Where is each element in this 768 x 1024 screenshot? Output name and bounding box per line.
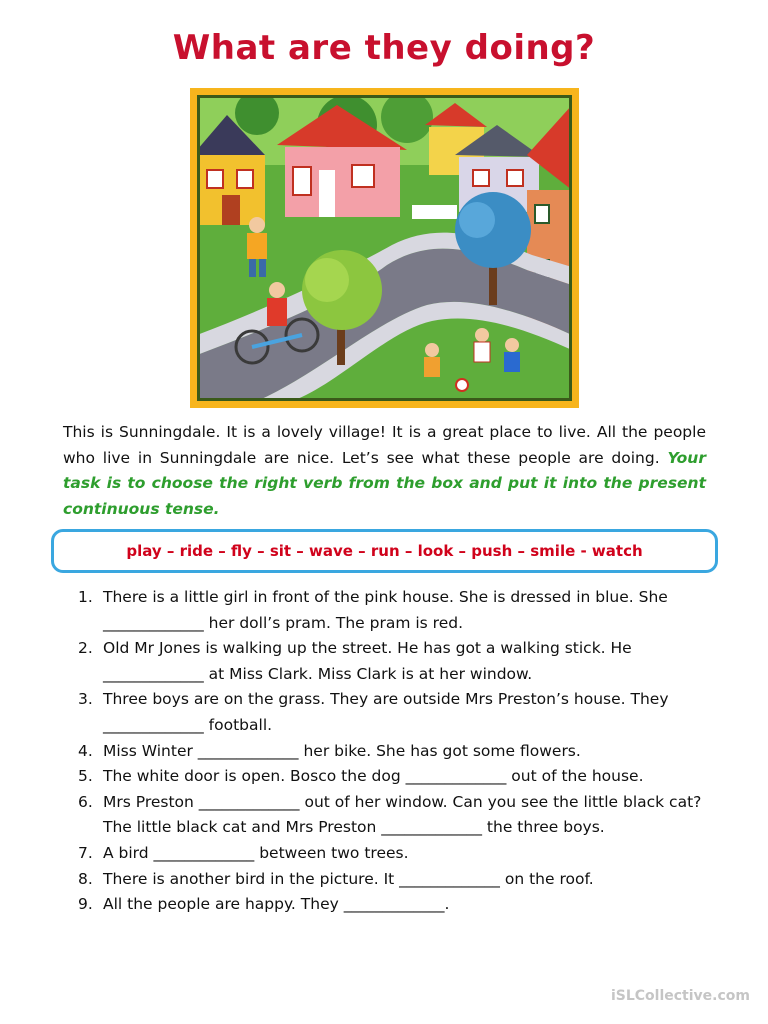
question-text: Miss Winter _____________ her bike. She has got some flowers. — [103, 741, 581, 760]
question-number: 1. — [78, 588, 93, 606]
site-watermark: iSLCollective.com — [610, 988, 750, 1004]
question-item — [78, 892, 708, 918]
question-number: 3. — [78, 690, 93, 709]
question-number: 9. — [78, 895, 93, 914]
question-list — [78, 585, 708, 918]
question-item — [78, 739, 708, 765]
question-item — [78, 841, 708, 867]
question-text: Old Mr Jones is walking up the street. He has got a walking stick. He _____________ at Miss Clark. Miss Clark is at her window. — [103, 639, 632, 683]
question-item — [78, 636, 708, 687]
question-text: A bird _____________ between two trees. — [103, 843, 409, 862]
verb-list: play – ride – fly – sit – wave – run – look – push – smile - watch — [126, 542, 643, 560]
question-text: The white door is open. Bosco the dog _____________ out of the house. — [103, 767, 644, 786]
village-picture — [190, 88, 579, 408]
question-text: There is another bird in the picture. It _____________ on the roof. — [103, 869, 594, 888]
question-text: Three boys are on the grass. They are outside Mrs Preston’s house. They _____________ football. — [103, 690, 669, 734]
question-number: 6. — [78, 792, 93, 811]
question-item — [78, 764, 708, 790]
question-number: 4. — [78, 741, 93, 760]
question-item — [78, 687, 708, 738]
intro-text: This is Sunningdale. It is a lovely village! It is a great place to live. All the people who live in Sunningdale are nice. Let’s see what these people are doing. — [63, 423, 706, 467]
task-instruction: Your task is to choose the right verb from the box and put it into the present continuous tense. — [63, 448, 706, 518]
question-number: 2. — [78, 639, 93, 658]
question-text: All the people are happy. They _____________. — [103, 895, 450, 914]
village-illustration — [197, 95, 572, 401]
page-title: What are they doing? — [172, 28, 596, 68]
question-item — [78, 585, 708, 636]
question-text: Mrs Preston _____________ out of her window. Can you see the little black cat? The little black cat and Mrs Preston _____________ the three boys. — [103, 792, 702, 837]
question-text: There is a little girl in front of the pink house. She is dressed in blue. She _____________ her doll’s pram. The pram is red. — [103, 588, 668, 632]
question-number: 7. — [78, 843, 93, 862]
question-number: 5. — [78, 767, 93, 786]
verb-box — [51, 529, 718, 573]
question-number: 8. — [78, 869, 93, 888]
question-item — [78, 790, 708, 841]
question-item — [78, 867, 708, 893]
intro-paragraph — [63, 420, 706, 522]
